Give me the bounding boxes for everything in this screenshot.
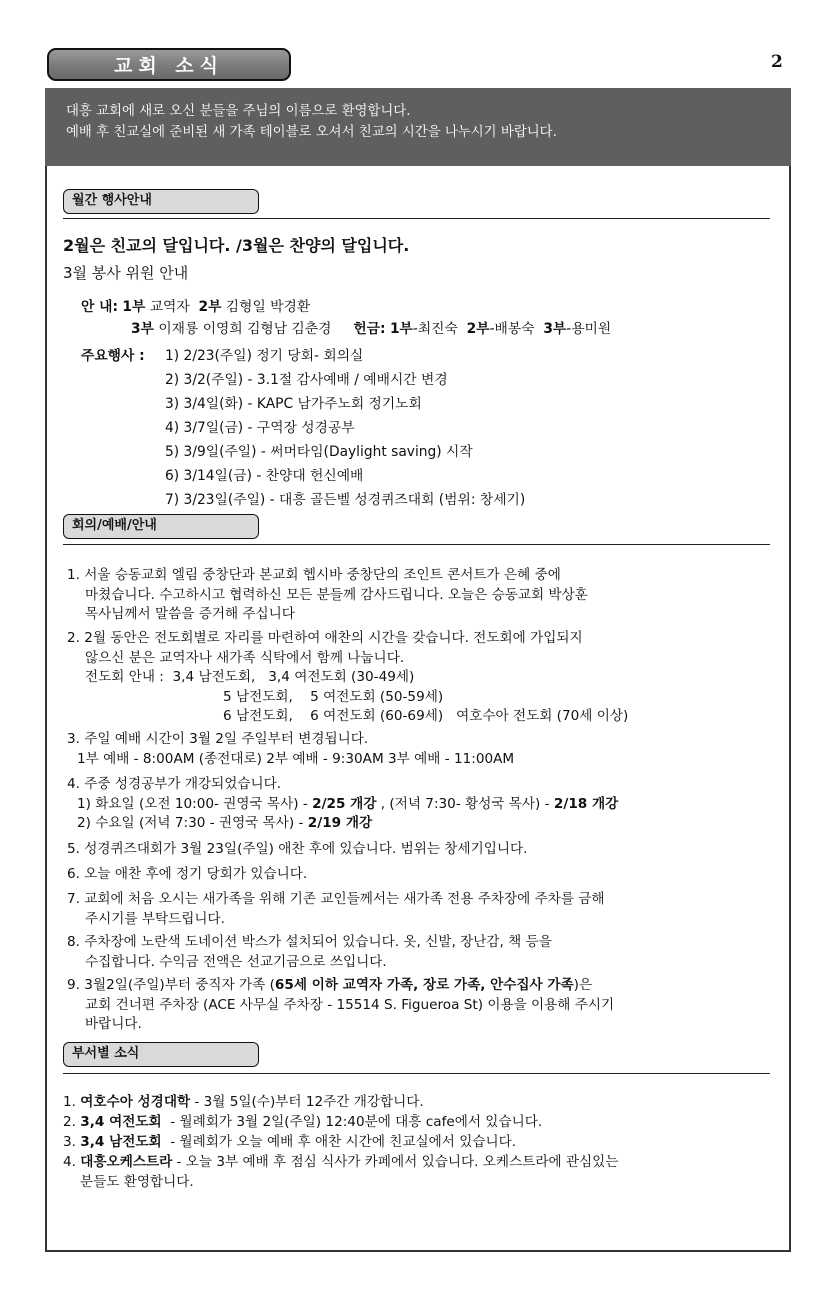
section-divider [63, 544, 770, 545]
section-title-tab [47, 48, 291, 81]
dept-section-label: 부서별 소식 [63, 1042, 259, 1067]
dept-item: 3. 3,4 남전도회 - 월례회가 오늘 예배 후 애찬 시간에 친교실에서 있습니다. [63, 1134, 517, 1150]
notices-section-label: 회의/예배/안내 [63, 514, 259, 539]
event-item: 2) 3/2(주일) - 3.1절 감사예배 / 예배시간 변경 [165, 372, 448, 388]
event-item: 6) 3/14일(금) - 찬양대 헌신예배 [165, 468, 364, 484]
events-label: 주요행사 : [81, 348, 145, 364]
notice-4: 4. 주중 성경공부가 개강되었습니다. 1) 화요일 (오전 10:00- 권영국 목사) - 2/25 개강 , (저녁 7:30- 황성국 목사) - 2/18 개강 2) 수요일 (저녁 7:30 - 권영국 목사) - 2/19 개강 [67, 776, 619, 831]
notice-5: 5. 성경퀴즈대회가 3월 23일(주일) 애찬 후에 있습니다. 범위는 창세기입니다. [67, 841, 528, 857]
dept-item: 2. 3,4 여전도회 - 월례회가 3월 2일(주일) 12:40분에 대흥 cafe에서 있습니다. [63, 1114, 543, 1130]
usher-offering-row: 3부 이재룡 이영희 김형남 김춘경 헌금: 1부-최진숙 2부-배봉숙 3부-용미원 [131, 321, 612, 337]
usher-row: 안 내: 1부 교역자 2부 김형일 박경환 [81, 299, 311, 315]
notice-8: 8. 주차장에 노란색 도네이션 박스가 설치되어 있습니다. 옷, 신발, 장난감, 책 등을 수집합니다. 수익금 전액은 선교기금으로 쓰입니다. [67, 934, 552, 970]
event-item: 5) 3/9일(주일) - 써머타임(Daylight saving) 시작 [165, 444, 473, 460]
notice-2: 2. 2월 동안은 전도회별로 자리를 마련하여 애찬의 시간을 갖습니다. 전도회에 가입되지 않으신 분은 교역자나 새가족 식탁에서 함께 나눕니다. 전도회 안내 : 3,4 남전도회, 3,4 여전도회 (30-49세) 5 남전도회, 5 여전도회 (50-59세) 6 남전도회, 6 여전도회 (60-69세) 여호수아 전도회 (70세 이상) [67, 630, 629, 724]
event-item: 3) 3/4일(화) - KAPC 남가주노회 정기노회 [165, 396, 422, 412]
notice-1: 1. 서울 승동교회 엘림 중창단과 본교회 헵시바 중창단의 조인트 콘서트가 은혜 중에 마쳤습니다. 수고하시고 협력하신 모든 분들께 감사드립니다. 오늘은 승동교회 박상훈 목사님께서 말씀을 증거해 주십니다 [67, 567, 588, 622]
dept-item: 1. 여호수아 성경대학 - 3월 5일(수)부터 12주간 개강합니다. [63, 1094, 424, 1110]
notice-9: 9. 3월2일(주일)부터 중직자 가족 (65세 이하 교역자 가족, 장로 가족, 안수집사 가족)은 교회 건너편 주차장 (ACE 사무실 주차장 - 15514 S. Figueroa St) 이용을 이용해 주시기 바랍니다. [67, 977, 615, 1032]
monthly-headline: 2월은 친교의 달입니다. /3월은 찬양의 달입니다. [63, 236, 410, 255]
event-item: 7) 3/23일(주일) - 대흥 골든벨 성경퀴즈대회 (범위: 창세기) [165, 492, 526, 508]
dept-item: 4. 대흥오케스트라 - 오늘 3부 예배 후 점심 식사가 카페에서 있습니다. 오케스트라에 관심있는 분들도 환영합니다. [63, 1154, 619, 1190]
section-divider [63, 1073, 770, 1074]
page-number: 2 [771, 52, 783, 72]
welcome-line-2: 예배 후 친교실에 준비된 새 가족 테이블로 오셔서 친교의 시간을 나누시기 바랍니다. [66, 125, 557, 140]
notice-3: 3. 주일 예배 시간이 3월 2일 주일부터 변경됩니다. 1부 예배 - 8:00AM (종전대로) 2부 예배 - 9:30AM 3부 예배 - 11:00AM [67, 731, 515, 767]
event-item: 4) 3/7일(금) - 구역장 성경공부 [165, 420, 355, 436]
monthly-section-label: 월간 행사안내 [63, 189, 259, 214]
section-divider [63, 218, 770, 219]
notice-7: 7. 교회에 처음 오시는 새가족을 위해 기존 교인들께서는 새가족 전용 주차장에 주차를 금해 주시기를 부탁드립니다. [67, 891, 605, 927]
event-item: 1) 2/23(주일) 정기 당회- 회의실 [165, 348, 364, 364]
section-title: 교회 소식 [113, 55, 225, 77]
notice-6: 6. 오늘 애찬 후에 정기 당회가 있습니다. [67, 866, 308, 882]
service-title: 3월 봉사 위원 안내 [63, 264, 189, 282]
welcome-banner [45, 88, 791, 166]
welcome-line-1: 대흥 교회에 새로 오신 분들을 주님의 이름으로 환영합니다. [66, 104, 411, 119]
